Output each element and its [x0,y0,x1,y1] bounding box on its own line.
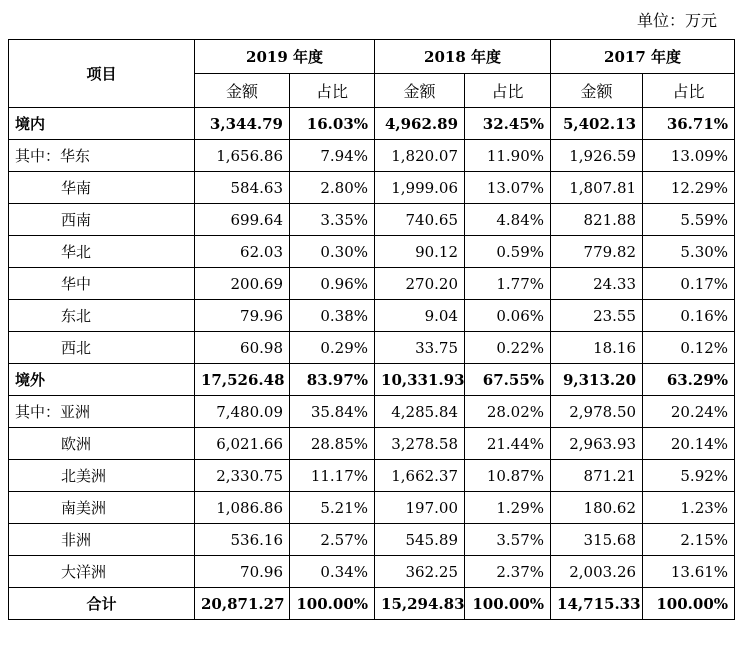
ratio-cell: 83.97% [290,364,375,396]
ratio-cell: 0.59% [465,236,551,268]
amount-cell: 90.12 [375,236,465,268]
amount-cell: 7,480.09 [195,396,290,428]
ratio-cell: 5.92% [643,460,735,492]
amount-cell: 1,086.86 [195,492,290,524]
table-row [9,396,735,428]
amount-cell: 1,662.37 [375,460,465,492]
table-row [9,236,735,268]
amount-cell: 33.75 [375,332,465,364]
ratio-cell: 20.14% [643,428,735,460]
ratio-cell: 11.17% [290,460,375,492]
table-row [9,428,735,460]
ratio-cell: 0.34% [290,556,375,588]
amount-cell: 5,402.13 [551,108,643,140]
amount-cell: 15,294.83 [375,588,465,620]
row-label: 合计 [9,588,195,620]
unit-label: 单位：万元 [636,11,717,30]
amount-cell: 14,715.33 [551,588,643,620]
ratio-header: 占比 [290,74,375,108]
ratio-cell: 20.24% [643,396,735,428]
ratio-cell: 1.77% [465,268,551,300]
ratio-cell: 21.44% [465,428,551,460]
row-label: 西南 [9,204,195,236]
amount-cell: 536.16 [195,524,290,556]
amount-cell: 23.55 [551,300,643,332]
ratio-cell: 32.45% [465,108,551,140]
amount-cell: 197.00 [375,492,465,524]
ratio-cell: 0.30% [290,236,375,268]
ratio-cell: 5.30% [643,236,735,268]
ratio-cell: 2.57% [290,524,375,556]
ratio-cell: 100.00% [643,588,735,620]
amount-cell: 1,820.07 [375,140,465,172]
amount-cell: 1,807.81 [551,172,643,204]
row-label: 其中：华东 [9,140,195,172]
table-body [9,108,735,620]
revenue-by-region-table [8,39,735,620]
amount-cell: 4,962.89 [375,108,465,140]
amount-cell: 2,330.75 [195,460,290,492]
ratio-cell: 13.61% [643,556,735,588]
ratio-cell: 100.00% [290,588,375,620]
ratio-cell: 16.03% [290,108,375,140]
ratio-cell: 2.15% [643,524,735,556]
amount-cell: 4,285.84 [375,396,465,428]
row-label: 大洋洲 [9,556,195,588]
ratio-cell: 0.17% [643,268,735,300]
year-header-2019: 2019 年度 [195,40,375,74]
table-row [9,556,735,588]
amount-cell: 180.62 [551,492,643,524]
ratio-cell: 67.55% [465,364,551,396]
ratio-cell: 10.87% [465,460,551,492]
year-header-2018: 2018 年度 [375,40,551,74]
amount-cell: 3,344.79 [195,108,290,140]
amount-cell: 10,331.93 [375,364,465,396]
table-row [9,492,735,524]
ratio-cell: 63.29% [643,364,735,396]
ratio-cell: 1.29% [465,492,551,524]
amount-cell: 60.98 [195,332,290,364]
table-row [9,364,735,396]
ratio-cell: 13.09% [643,140,735,172]
amount-cell: 740.65 [375,204,465,236]
amount-cell: 9.04 [375,300,465,332]
amount-cell: 18.16 [551,332,643,364]
amount-cell: 1,999.06 [375,172,465,204]
row-label: 北美洲 [9,460,195,492]
ratio-cell: 0.38% [290,300,375,332]
amount-cell: 9,313.20 [551,364,643,396]
total-row [9,588,735,620]
year-header-2017: 2017 年度 [551,40,735,74]
amount-cell: 70.96 [195,556,290,588]
ratio-cell: 7.94% [290,140,375,172]
row-label: 其中：亚洲 [9,396,195,428]
ratio-cell: 2.80% [290,172,375,204]
ratio-cell: 13.07% [465,172,551,204]
amount-cell: 2,963.93 [551,428,643,460]
item-column-header: 项目 [9,40,195,108]
ratio-cell: 3.35% [290,204,375,236]
amount-cell: 2,978.50 [551,396,643,428]
ratio-cell: 36.71% [643,108,735,140]
ratio-cell: 28.02% [465,396,551,428]
ratio-cell: 5.21% [290,492,375,524]
amount-cell: 699.64 [195,204,290,236]
table-row [9,204,735,236]
row-label: 西北 [9,332,195,364]
ratio-header: 占比 [643,74,735,108]
amount-cell: 3,278.58 [375,428,465,460]
amount-header: 金额 [375,74,465,108]
amount-cell: 545.89 [375,524,465,556]
ratio-cell: 0.96% [290,268,375,300]
ratio-cell: 28.85% [290,428,375,460]
amount-cell: 1,656.86 [195,140,290,172]
amount-cell: 62.03 [195,236,290,268]
amount-cell: 2,003.26 [551,556,643,588]
amount-cell: 584.63 [195,172,290,204]
amount-cell: 779.82 [551,236,643,268]
row-label: 华北 [9,236,195,268]
ratio-cell: 5.59% [643,204,735,236]
ratio-cell: 12.29% [643,172,735,204]
row-label: 境内 [9,108,195,140]
row-label: 欧洲 [9,428,195,460]
row-label: 东北 [9,300,195,332]
amount-cell: 362.25 [375,556,465,588]
amount-header: 金额 [551,74,643,108]
table-row [9,332,735,364]
amount-header: 金额 [195,74,290,108]
amount-cell: 315.68 [551,524,643,556]
amount-cell: 79.96 [195,300,290,332]
amount-cell: 6,021.66 [195,428,290,460]
ratio-header: 占比 [465,74,551,108]
amount-cell: 871.21 [551,460,643,492]
table-row [9,524,735,556]
row-label: 非洲 [9,524,195,556]
amount-cell: 24.33 [551,268,643,300]
ratio-cell: 1.23% [643,492,735,524]
row-label: 境外 [9,364,195,396]
table-row [9,300,735,332]
amount-cell: 821.88 [551,204,643,236]
row-label: 南美洲 [9,492,195,524]
ratio-cell: 2.37% [465,556,551,588]
amount-cell: 1,926.59 [551,140,643,172]
row-label: 华南 [9,172,195,204]
ratio-cell: 0.16% [643,300,735,332]
ratio-cell: 3.57% [465,524,551,556]
ratio-cell: 35.84% [290,396,375,428]
table-row [9,108,735,140]
amount-cell: 270.20 [375,268,465,300]
ratio-cell: 100.00% [465,588,551,620]
header-row-years [9,40,735,74]
ratio-cell: 4.84% [465,204,551,236]
amount-cell: 20,871.27 [195,588,290,620]
amount-cell: 17,526.48 [195,364,290,396]
ratio-cell: 0.29% [290,332,375,364]
ratio-cell: 11.90% [465,140,551,172]
ratio-cell: 0.22% [465,332,551,364]
ratio-cell: 0.06% [465,300,551,332]
amount-cell: 200.69 [195,268,290,300]
row-label: 华中 [9,268,195,300]
ratio-cell: 0.12% [643,332,735,364]
table-row [9,140,735,172]
table-row [9,172,735,204]
table-row [9,460,735,492]
table-row [9,268,735,300]
